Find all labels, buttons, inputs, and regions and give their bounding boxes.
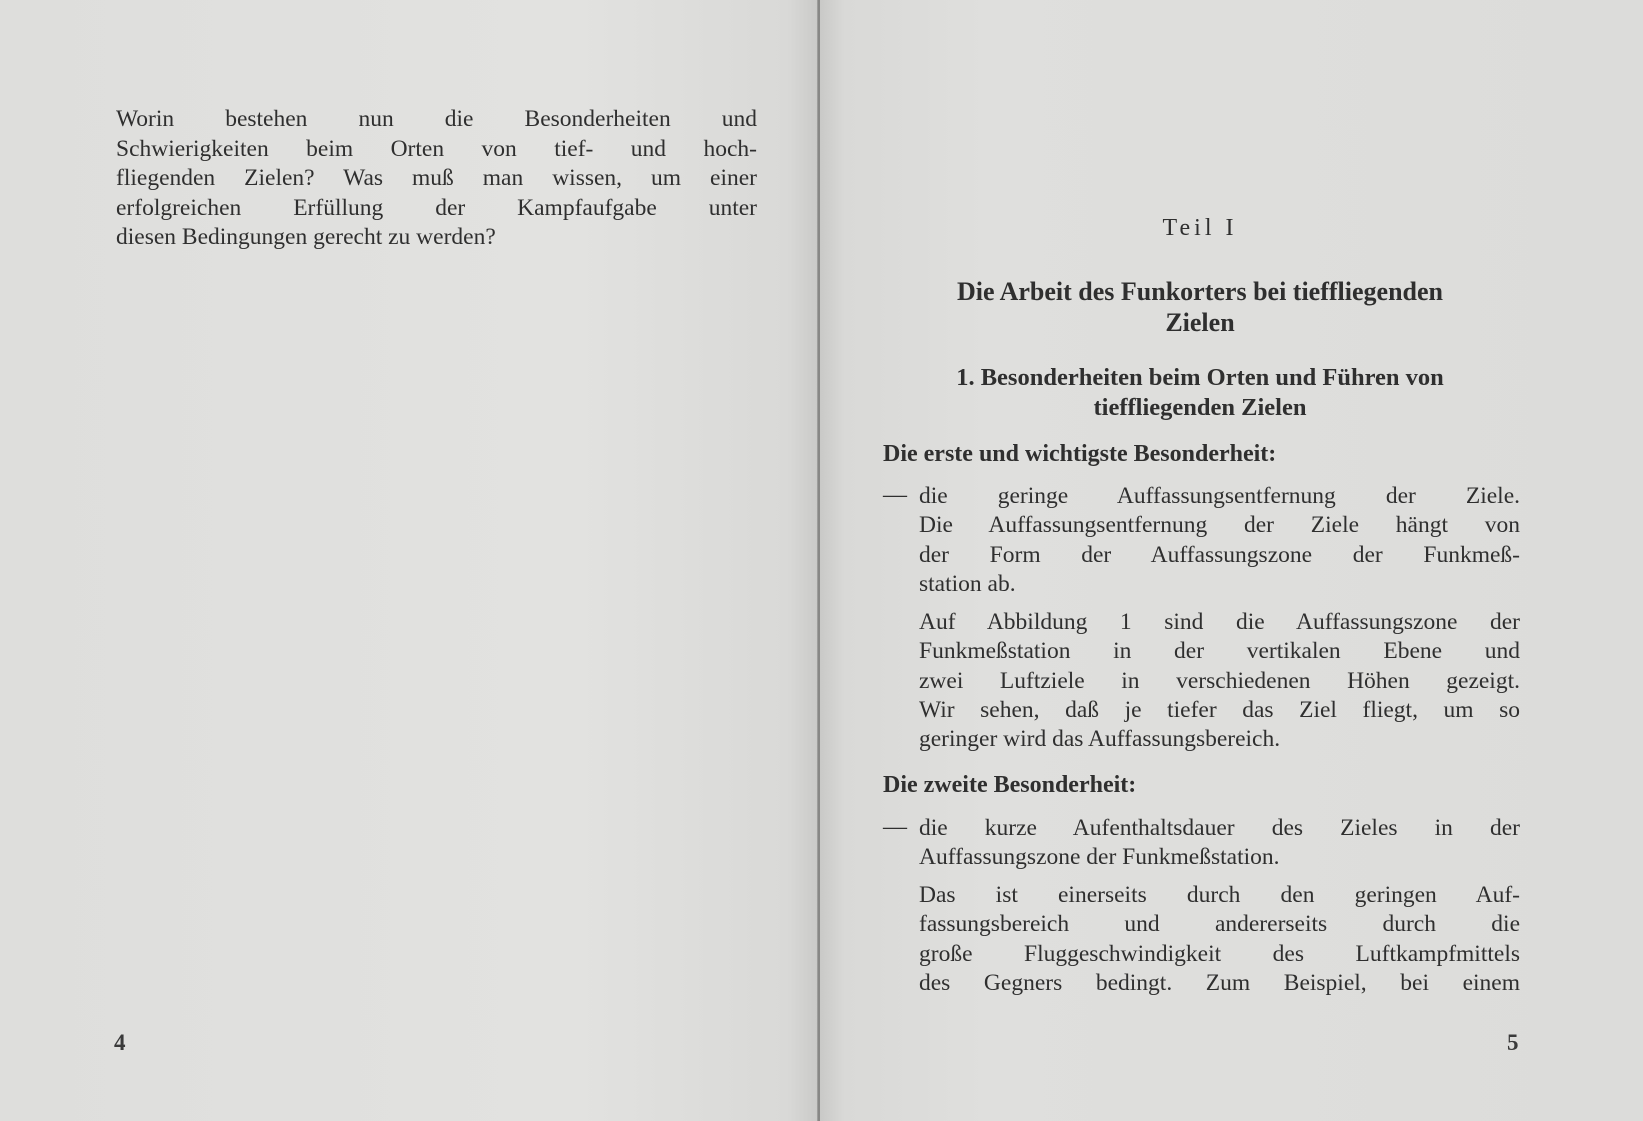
item-2-line-2: Auffassungszone der Funkmeßstation. (919, 844, 1280, 871)
page-number-left: 4 (114, 1030, 126, 1055)
subhead-second-feature: Die zweite Besonderheit: (883, 772, 1137, 798)
item-1-text (919, 482, 1520, 599)
subhead-first-feature: Die erste und wichtigste Besonderheit: (883, 441, 1277, 467)
section-title-line-1: 1. Besonderheiten beim Orten und Führen von (956, 364, 1444, 391)
item-2-text (919, 814, 1520, 873)
item-2-p2-line-1: Das ist einerseits durch den geringen Auf- (919, 882, 1520, 908)
page-number-right: 5 (1507, 1030, 1519, 1055)
item-1-p2-line-4: Wir sehen, daß je tiefer das Ziel fliegt, um so (919, 696, 1520, 723)
item-1-paragraph-2 (919, 608, 1520, 754)
item-1-line-1: die geringe Auffassungsentfernung der Ziele. (919, 483, 1520, 509)
intro-line-5: diesen Bedingungen gerecht zu werden? (116, 224, 496, 250)
item-2-p2-line-4: des Gegners bedingt. Zum Beispiel, bei einem (919, 969, 1520, 996)
intro-line-2: Schwierigkeiten beim Orten von tief- und hoch- (116, 135, 757, 162)
chapter-title-line-2: Zielen (1165, 308, 1235, 337)
intro-paragraph (116, 105, 757, 253)
item-1-line-3: der Form der Auffassungszone der Funkmeß- (919, 541, 1520, 568)
chapter-title (860, 276, 1540, 338)
item-2-line-1: die kurze Aufenthaltsdauer des Zieles in der (919, 815, 1520, 841)
item-1-dash: — (883, 482, 907, 508)
item-2-p2-line-2: fassungsbereich und andererseits durch die (919, 911, 1520, 938)
item-1-p2-line-5: geringer wird das Auffassungsbereich. (919, 726, 1281, 753)
item-2-dash: — (883, 814, 907, 840)
left-page (0, 0, 820, 1121)
item-2-paragraph-2 (919, 881, 1520, 998)
item-2-p2-line-3: große Fluggeschwindigkeit des Luftkampfmittels (919, 940, 1520, 967)
section-title (860, 363, 1540, 423)
item-1-line-4: station ab. (919, 570, 1016, 597)
item-1-p2-line-2: Funkmeßstation in der vertikalen Ebene und (919, 638, 1520, 665)
item-1-p2-line-3: zwei Luftziele in verschiedenen Höhen gezeigt. (919, 667, 1520, 694)
chapter-title-line-1: Die Arbeit des Funkorters bei tieffliegenden (957, 277, 1443, 306)
item-1-p2-line-1: Auf Abbildung 1 sind die Auffassungszone der (919, 609, 1520, 635)
part-label: Teil I (1162, 215, 1238, 241)
intro-line-4: erfolgreichen Erfüllung der Kampfaufgabe unter (116, 194, 757, 221)
section-title-line-2: tieffliegenden Zielen (1093, 394, 1307, 421)
intro-line-3: fliegenden Zielen? Was muß man wissen, um einer (116, 165, 757, 191)
intro-line-1: Worin bestehen nun die Besonderheiten und (116, 106, 757, 132)
item-1-line-2: Die Auffassungsentfernung der Ziele hängt von (919, 512, 1520, 539)
